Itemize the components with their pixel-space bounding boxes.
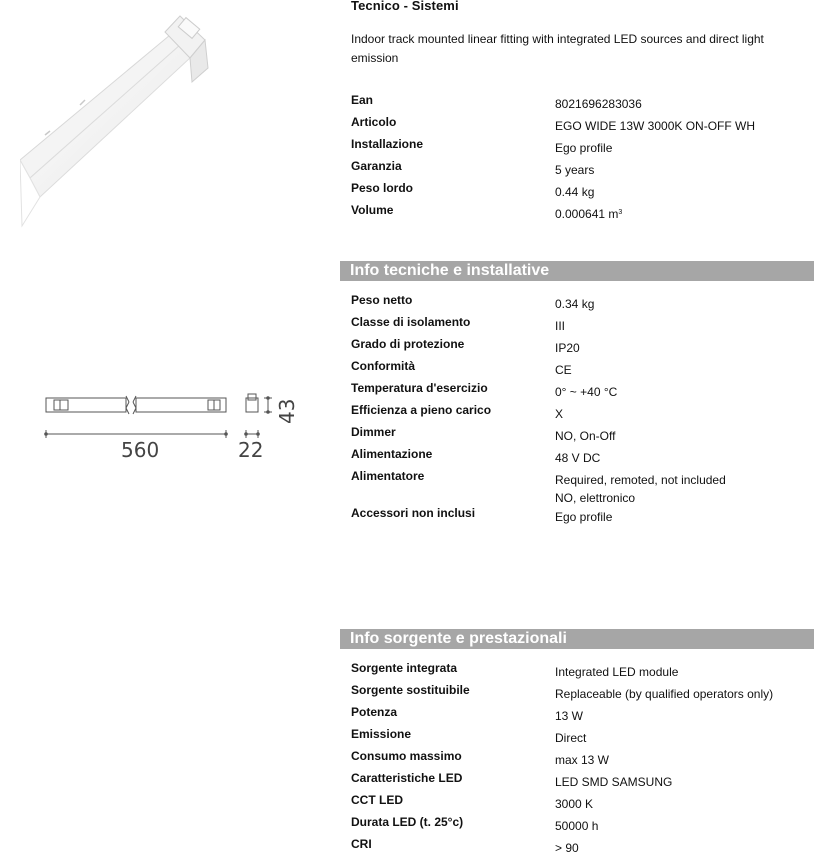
spec-row — [351, 447, 821, 469]
spec-value: III — [555, 319, 566, 333]
spec-value: 8021696283036 — [555, 97, 642, 111]
media-column — [0, 0, 320, 851]
spec-key: Potenza — [351, 705, 398, 719]
spec-value: max 13 W — [555, 753, 610, 767]
spec-key: Installazione — [351, 137, 424, 151]
spec-row — [351, 159, 821, 181]
spec-value: Integrated LED module — [555, 665, 679, 679]
spec-row — [351, 403, 821, 425]
spec-row — [351, 727, 821, 749]
spec-row — [351, 337, 821, 359]
spec-key: Peso lordo — [351, 181, 414, 195]
dim-height: 43 — [275, 398, 299, 424]
spec-row — [351, 683, 821, 705]
dim-length: 560 — [121, 438, 160, 462]
dimension-drawing — [36, 388, 306, 468]
volume-unit-exponent: 3 — [618, 209, 623, 216]
spec-row — [351, 293, 821, 315]
spec-value: Ego profile — [555, 510, 613, 524]
spec-row — [351, 203, 821, 225]
spec-key: Peso netto — [351, 293, 413, 307]
spec-value: Replaceable (by qualified operators only) — [555, 687, 774, 701]
spec-value — [555, 471, 825, 507]
spec-value: 0.34 kg — [555, 297, 595, 311]
spec-row — [351, 771, 821, 793]
spec-row — [351, 425, 821, 447]
spec-key: Dimmer — [351, 425, 396, 439]
product-image — [20, 0, 220, 240]
page-title: Tecnico - Sistemi — [351, 0, 459, 13]
spec-row — [351, 815, 821, 837]
spec-value: 50000 h — [555, 819, 599, 833]
spec-row — [351, 469, 821, 506]
spec-key: Conformità — [351, 359, 415, 373]
spec-key: Sorgente integrata — [351, 661, 458, 675]
spec-key: Durata LED (t. 25°c) — [351, 815, 464, 829]
dim-width: 22 — [238, 438, 264, 462]
spec-key: Efficienza a pieno carico — [351, 403, 492, 417]
general-specs — [351, 93, 821, 225]
spec-row — [351, 705, 821, 727]
section-heading-source: Info sorgente e prestazionali — [340, 629, 814, 649]
spec-row — [351, 93, 821, 115]
spec-key: Classe di isolamento — [351, 315, 471, 329]
spec-value: LED SMD SAMSUNG — [555, 775, 673, 789]
spec-value: EGO WIDE 13W 3000K ON-OFF WH — [555, 119, 756, 133]
spec-row — [351, 837, 821, 859]
spec-key: Temperatura d'esercizio — [351, 381, 488, 395]
spec-key: Alimentatore — [351, 469, 425, 483]
spec-value-line: Required, remoted, not included — [555, 473, 726, 487]
spec-key: Consumo massimo — [351, 749, 462, 763]
spec-key: Sorgente sostituibile — [351, 683, 470, 697]
spec-value: 5 years — [555, 163, 595, 177]
volume-value: 0.000641 m — [555, 207, 619, 221]
spec-row — [351, 661, 821, 683]
spec-row — [351, 315, 821, 337]
spec-row — [351, 749, 821, 771]
spec-value: Direct — [555, 731, 587, 745]
spec-row — [351, 793, 821, 815]
spec-row — [351, 381, 821, 403]
spec-key: Emissione — [351, 727, 412, 741]
technical-specs — [351, 293, 821, 528]
spec-key: Garanzia — [351, 159, 402, 173]
spec-key: Volume — [351, 203, 394, 217]
spec-key: CCT LED — [351, 793, 403, 807]
spec-value — [555, 205, 825, 223]
spec-value: X — [555, 407, 564, 421]
spec-row — [351, 359, 821, 381]
spec-value: CE — [555, 363, 572, 377]
spec-key: Grado di protezione — [351, 337, 465, 351]
spec-value: 48 V DC — [555, 451, 601, 465]
spec-value: 0° ~ +40 °C — [555, 385, 618, 399]
product-description: Indoor track mounted linear fitting with integrated LED sources and direct light emission — [351, 32, 764, 65]
spec-key: CRI — [351, 837, 372, 851]
spec-key: Caratteristiche LED — [351, 771, 463, 785]
spec-value: 13 W — [555, 709, 584, 723]
section-heading-technical: Info tecniche e installative — [340, 261, 814, 281]
spec-row — [351, 506, 821, 528]
spec-value: NO, On-Off — [555, 429, 616, 443]
spec-value: 0.44 kg — [555, 185, 595, 199]
spec-value: Ego profile — [555, 141, 613, 155]
spec-value: 3000 K — [555, 797, 594, 811]
spec-value: > 90 — [555, 841, 579, 855]
spec-value-line: NO, elettronico — [555, 491, 636, 505]
spec-key: Ean — [351, 93, 374, 107]
spec-value: IP20 — [555, 341, 580, 355]
spec-key: Alimentazione — [351, 447, 433, 461]
spec-row — [351, 181, 821, 203]
source-specs — [351, 661, 821, 859]
spec-key: Accessori non inclusi — [351, 506, 476, 520]
spec-key: Articolo — [351, 115, 397, 129]
spec-row — [351, 137, 821, 159]
spec-row — [351, 115, 821, 137]
